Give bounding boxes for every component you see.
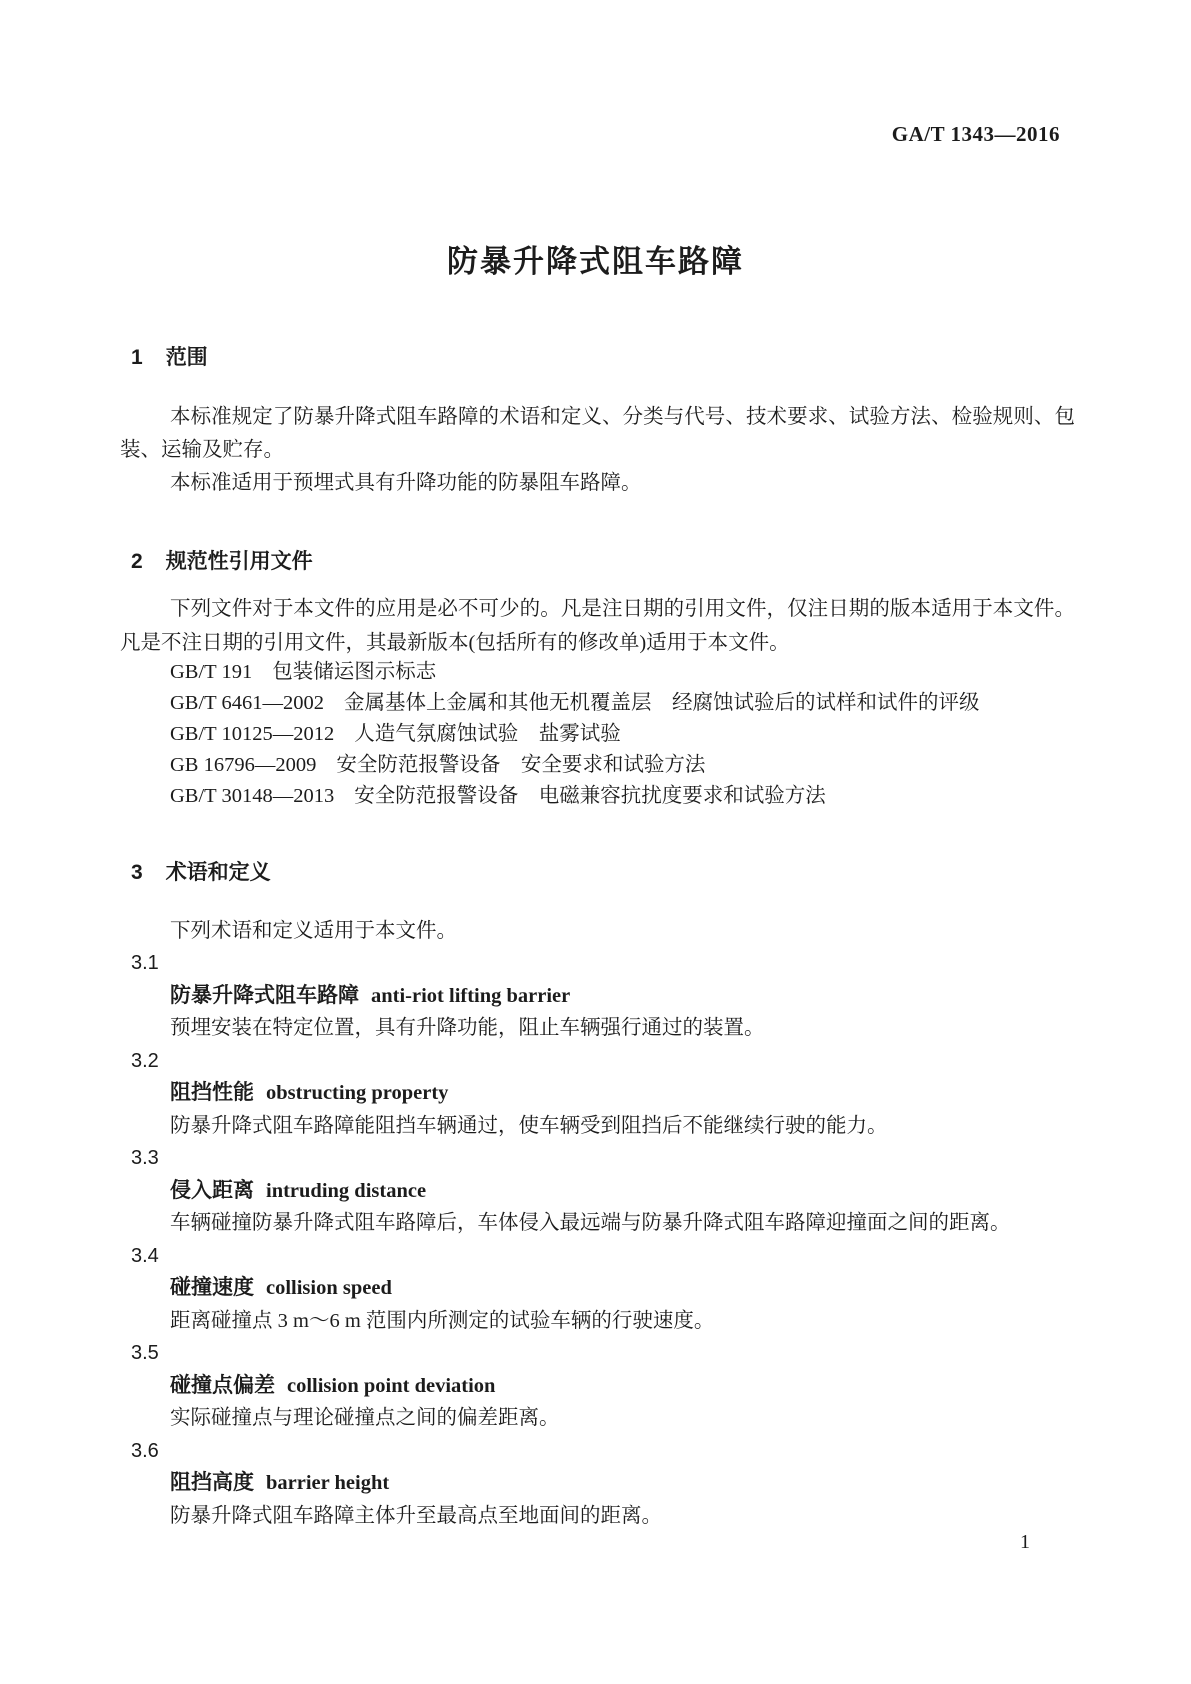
reference-title: 人造气氛腐蚀试验 盐雾试验 [354,723,621,745]
reference-item [120,688,1075,719]
reference-title: 安全防范报警设备 电磁兼容抗扰度要求和试验方法 [354,785,826,807]
term-name-zh: 阻挡高度 [170,1471,254,1494]
reference-title: 安全防范报警设备 安全要求和试验方法 [336,754,706,776]
term-definition: 防暴升降式阻车路障能阻挡车辆通过，使车辆受到阻挡后不能继续行驶的能力。 [170,1114,888,1137]
reference-item [120,657,1075,688]
term-name-en: anti-riot lifting barrier [371,984,571,1007]
reference-title: 包装储运图示标志 [272,661,437,683]
section-number: 3 [131,861,143,884]
term-name-en: obstructing property [266,1082,449,1104]
term-entry [120,1142,1075,1240]
term-name-zh: 防暴升降式阻车路障 [170,983,359,1007]
term-definition: 距离碰撞点 3 m～6 m 范围内所测定的试验车辆的行驶速度。 [170,1309,715,1332]
term-name-line [120,1077,1075,1110]
section-heading-scope [131,341,1086,371]
reference-code: GB/T 191 [170,661,253,683]
term-entry [120,1337,1075,1435]
term-definition: 实际碰撞点与理论碰撞点之间的偏差距离。 [170,1407,560,1429]
term-name-zh: 碰撞点偏差 [170,1373,275,1397]
scope-paragraph-1: 本标准规定了防暴升降式阻车路障的术语和定义、分类与代号、技术要求、试验方法、检验规则、包装、运输及贮存。 [120,406,1075,461]
term-number: 3.2 [131,1049,159,1072]
term-number: 3.3 [131,1147,159,1169]
reference-code: GB/T 6461—2002 [170,692,324,714]
term-definition: 预埋安装在特定位置，具有升降功能，阻止车辆强行通过的装置。 [170,1017,765,1039]
term-name-zh: 侵入距离 [170,1178,254,1202]
normative-references-list [120,657,1075,812]
term-name-line [120,1175,1075,1208]
terms-intro [120,915,1075,948]
section-number: 2 [131,550,143,573]
term-entry [120,1045,1075,1143]
term-entry [120,1435,1075,1533]
section-heading-normative-references [131,545,1086,575]
term-number: 3.4 [131,1244,159,1267]
scope-paragraph-2: 本标准适用于预埋式具有升降功能的防暴阻车路障。 [170,472,642,494]
term-entry [120,947,1075,1045]
standard-code-header: GA/T 1343—2016 [891,122,1060,146]
term-name-en: intruding distance [266,1179,427,1202]
term-name-en: collision speed [266,1277,392,1299]
term-number: 3.6 [131,1439,159,1462]
reference-item [120,781,1075,812]
normative-references-intro-paragraph: 下列文件对于本文件的应用是必不可少的。凡是注日期的引用文件，仅注日期的版本适用于本文件。凡是不注日期的引用文件，其最新版本(包括所有的修改单)适用于本文件。 [120,598,1075,654]
reference-code: GB/T 30148—2013 [170,785,335,807]
normative-references-intro [120,592,1075,660]
term-name-en: collision point deviation [287,1374,496,1397]
term-definition: 防暴升降式阻车路障主体升至最高点至地面间的距离。 [170,1504,662,1527]
reference-code: GB/T 10125—2012 [170,723,335,745]
terms-list [120,947,1075,1532]
term-name-line [120,980,1075,1013]
section-title: 规范性引用文件 [165,550,313,573]
terms-intro-paragraph: 下列术语和定义适用于本文件。 [170,920,457,942]
section-number: 1 [131,346,143,369]
page-number: 1 [1020,1531,1030,1553]
term-name-line [120,1272,1075,1305]
term-name-line [120,1467,1075,1500]
term-number: 3.5 [131,1342,159,1364]
scope-body [120,401,1075,500]
term-number: 3.1 [131,952,159,974]
reference-code: GB 16796—2009 [170,754,317,776]
section-title: 范围 [165,346,208,369]
reference-title: 金属基体上金属和其他无机覆盖层 经腐蚀试验后的试样和试件的评级 [343,692,980,714]
term-name-en: barrier height [266,1472,390,1494]
term-name-zh: 碰撞速度 [170,1276,254,1299]
section-title: 术语和定义 [165,861,271,884]
document-title: 防暴升降式阻车路障 [447,244,744,279]
reference-item [120,750,1075,781]
term-name-line [120,1370,1075,1403]
reference-item [120,719,1075,750]
section-heading-terms [131,856,1086,886]
term-entry [120,1240,1075,1338]
term-definition: 车辆碰撞防暴升降式阻车路障后，车体侵入最远端与防暴升降式阻车路障迎撞面之间的距离。 [170,1212,1011,1234]
term-name-zh: 阻挡性能 [170,1081,254,1104]
